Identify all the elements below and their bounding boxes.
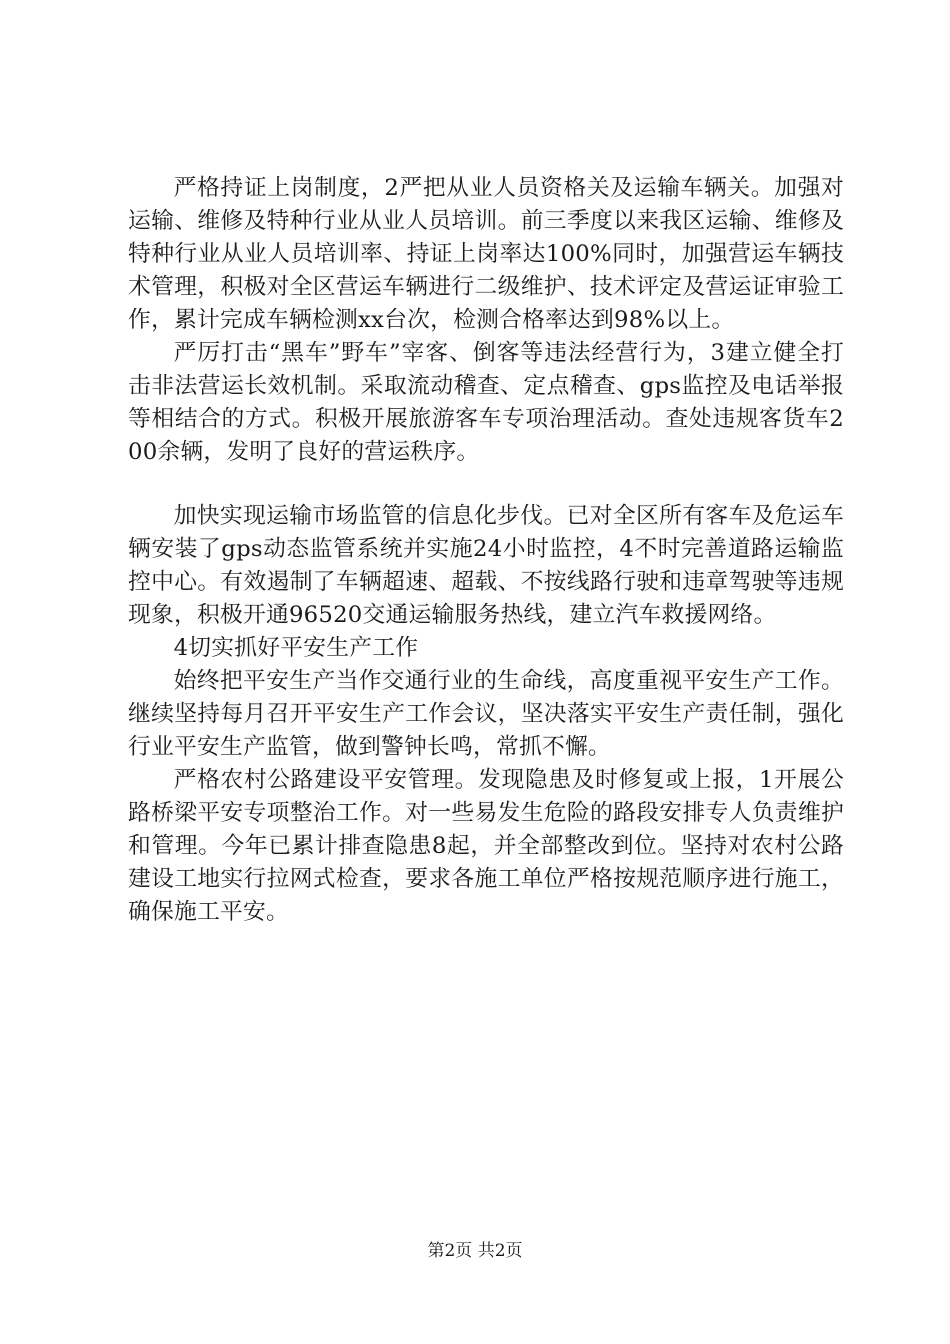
document-body xyxy=(128,172,844,929)
paragraph-safety-lifeline: 始终把平安生产当作交通行业的生命线，高度重视平安生产工作。继续坚持每月召开平安生产工作会议，坚决落实平安生产责任制，强化行业平安生产监管，做到警钟长鸣，常抓不懈。 xyxy=(128,668,844,760)
paragraph-informatization: 加快实现运输市场监管的信息化步伐。已对全区所有客车及危运车辆安装了gps动态监管系统并实施24小时监控，4不时完善道路运输监控中心。有效遏制了车辆超速、超载、不按线路行驶和违章驾驶等违规现象，积极开通96520交通运输服务热线，建立汽车救援网络。 xyxy=(128,503,844,628)
page-footer: 第2页 共2页 xyxy=(427,1241,523,1261)
paragraph-rural-road-safety: 严格农村公路建设平安管理。发现隐患及时修复或上报，1开展公路桥梁平安专项整治工作。对一些易发生危险的路段安排专人负责维护和管理。今年已累计排查隐患8起，并全部整改到位。坚持对农村公路建设工地实行拉网式检查，要求各施工单位严格按规范顺序进行施工，确保施工平安。 xyxy=(128,767,844,925)
paragraph-illegal-operation: 严厉打击“黑车”野车”宰客、倒客等违法经营行为，3建立健全打击非法营运长效机制。采取流动稽查、定点稽查、gps监控及电话举报等相结合的方式。积极开展旅游客车专项治理活动。查处违规客货车200余辆，发明了良好的营运秩序。 xyxy=(128,340,844,465)
section-heading-safety: 4切实抓好平安生产工作 xyxy=(173,635,419,661)
paragraph-certification: 严格持证上岗制度，2严把从业人员资格关及运输车辆关。加强对运输、维修及特种行业从业人员培训。前三季度以来我区运输、维修及特种行业从业人员培训率、持证上岗率达100%同时，加强营运车辆技术管理，积极对全区营运车辆进行二级维护、技术评定及营运证审验工作，累计完成车辆检测xx台次，检测合格率达到98%以上。 xyxy=(128,175,844,333)
